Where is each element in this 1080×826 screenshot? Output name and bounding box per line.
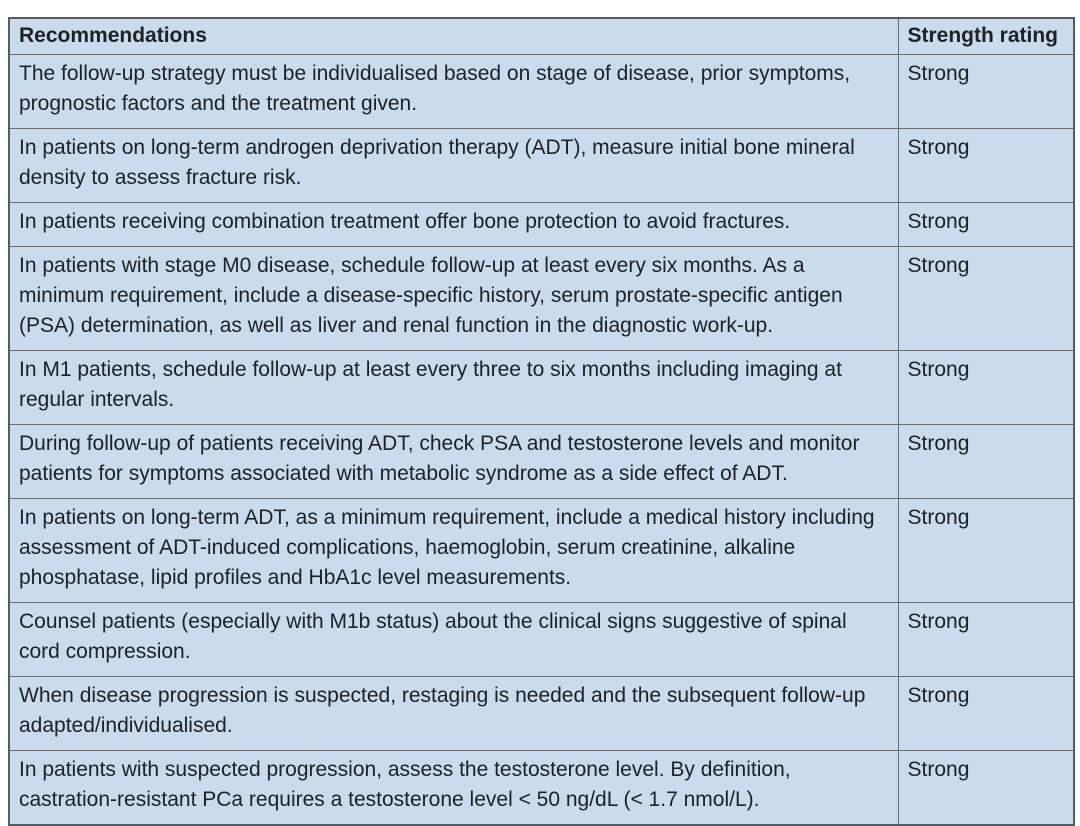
header-row bbox=[9, 18, 1074, 55]
recommendation-cell: Counsel patients (especially with M1b status) about the clinical signs suggestive of spinal cord compression. bbox=[9, 603, 898, 677]
table-row bbox=[9, 603, 1074, 677]
strength-rating-cell: Strong bbox=[898, 603, 1074, 677]
strength-rating-cell: Strong bbox=[898, 751, 1074, 826]
table-row bbox=[9, 55, 1074, 129]
table-row bbox=[9, 129, 1074, 203]
table-row bbox=[9, 351, 1074, 425]
recommendation-cell: In patients on long-term ADT, as a minimum requirement, include a medical history including assessment of ADT-induced complications, haemoglobin, serum creatinine, alkaline phosphatase, lipid profiles and HbA1c level measurements. bbox=[9, 499, 898, 603]
strength-rating-cell: Strong bbox=[898, 55, 1074, 129]
strength-rating-cell: Strong bbox=[898, 129, 1074, 203]
recommendation-cell: During follow-up of patients receiving ADT, check PSA and testosterone levels and monitor patients for symptoms associated with metabolic syndrome as a side effect of ADT. bbox=[9, 425, 898, 499]
recommendation-cell: When disease progression is suspected, restaging is needed and the subsequent follow-up adapted/individualised. bbox=[9, 677, 898, 751]
strength-rating-cell: Strong bbox=[898, 425, 1074, 499]
recommendation-cell: In patients with stage M0 disease, schedule follow-up at least every six months. As a minimum requirement, include a disease-specific history, serum prostate-specific antigen (PSA) determination, as well as liver and renal function in the diagnostic work-up. bbox=[9, 247, 898, 351]
table-header bbox=[9, 18, 1074, 55]
table-row bbox=[9, 677, 1074, 751]
strength-rating-cell: Strong bbox=[898, 351, 1074, 425]
table-row bbox=[9, 425, 1074, 499]
column-header-strength-rating: Strength rating bbox=[898, 18, 1074, 55]
strength-rating-cell: Strong bbox=[898, 677, 1074, 751]
recommendation-cell: In patients receiving combination treatment offer bone protection to avoid fractures. bbox=[9, 203, 898, 247]
recommendation-cell: In M1 patients, schedule follow-up at least every three to six months including imaging at regular intervals. bbox=[9, 351, 898, 425]
recommendation-cell: In patients on long-term androgen deprivation therapy (ADT), measure initial bone mineral density to assess fracture risk. bbox=[9, 129, 898, 203]
strength-rating-cell: Strong bbox=[898, 499, 1074, 603]
table-row bbox=[9, 247, 1074, 351]
table-row bbox=[9, 751, 1074, 826]
recommendations-table bbox=[8, 17, 1075, 826]
strength-rating-cell: Strong bbox=[898, 203, 1074, 247]
table-row bbox=[9, 499, 1074, 603]
column-header-recommendations: Recommendations bbox=[9, 18, 898, 55]
table-body bbox=[9, 55, 1074, 826]
strength-rating-cell: Strong bbox=[898, 247, 1074, 351]
recommendation-cell: In patients with suspected progression, assess the testosterone level. By definition, castration-resistant PCa requires a testosterone level < 50 ng/dL (< 1.7 nmol/L). bbox=[9, 751, 898, 826]
table-row bbox=[9, 203, 1074, 247]
recommendation-cell: The follow-up strategy must be individualised based on stage of disease, prior symptoms, prognostic factors and the treatment given. bbox=[9, 55, 898, 129]
